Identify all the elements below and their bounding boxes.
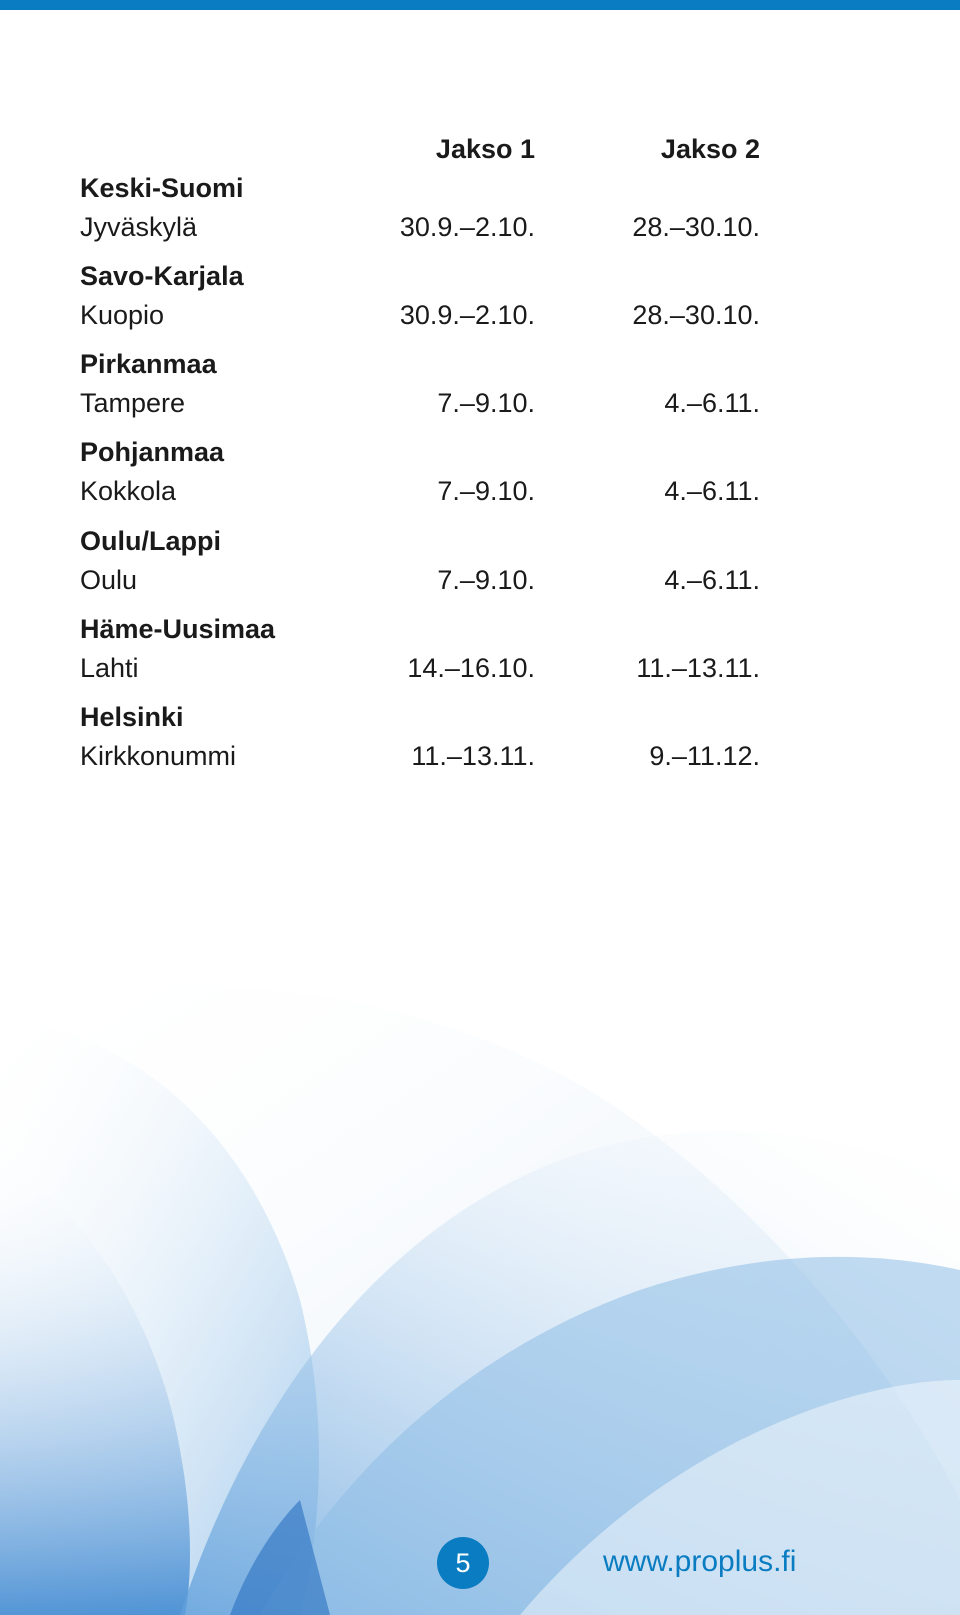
city-name: Tampere: [80, 388, 186, 418]
region-heading: [80, 523, 760, 559]
jakso-2-dates: 4.–6.11.: [664, 388, 760, 418]
region-name: Savo-Karjala: [80, 261, 244, 291]
website-link[interactable]: www.proplus.fi: [603, 1545, 797, 1578]
region-heading: [80, 170, 760, 206]
jakso-1-dates: 30.9.–2.10.: [399, 212, 535, 242]
jakso-2-dates: 4.–6.11.: [664, 565, 760, 595]
column-header-jakso-2: Jakso 2: [660, 134, 760, 164]
jakso-1-dates: 7.–9.10.: [437, 476, 535, 506]
table-row: [80, 297, 760, 333]
jakso-1-dates: 7.–9.10.: [437, 565, 535, 595]
city-name: Kirkkonummi: [80, 741, 237, 771]
region-name: Oulu/Lappi: [80, 526, 221, 556]
region-heading: [80, 611, 760, 647]
jakso-1-dates: 11.–13.11.: [411, 741, 535, 771]
page-number-badge: 5: [437, 1537, 489, 1589]
region-name: Keski-Suomi: [80, 173, 244, 203]
city-name: Jyväskylä: [80, 212, 198, 242]
table-row: [80, 209, 760, 245]
region-heading: [80, 346, 760, 382]
table-row: [80, 473, 760, 509]
jakso-1-dates: 14.–16.10.: [407, 653, 535, 683]
table-row: [80, 562, 760, 598]
table-row: [80, 738, 760, 774]
region-name: Helsinki: [80, 702, 184, 732]
region-name: Häme-Uusimaa: [80, 614, 276, 644]
city-name: Kuopio: [80, 300, 165, 330]
jakso-2-dates: 9.–11.12.: [649, 741, 760, 771]
region-heading: [80, 434, 760, 470]
table-row: [80, 385, 760, 421]
table-row: [80, 650, 760, 686]
city-name: Oulu: [80, 565, 138, 595]
decorative-wave-background: [0, 960, 960, 1615]
city-name: Kokkola: [80, 476, 177, 506]
city-name: Lahti: [80, 653, 139, 683]
jakso-2-dates: 4.–6.11.: [664, 476, 760, 506]
region-heading: [80, 258, 760, 294]
jakso-1-dates: 30.9.–2.10.: [399, 300, 535, 330]
jakso-2-dates: 11.–13.11.: [636, 653, 760, 683]
jakso-2-dates: 28.–30.10.: [632, 300, 760, 330]
jakso-1-dates: 7.–9.10.: [437, 388, 535, 418]
schedule-table: [80, 0, 760, 800]
region-name: Pirkanmaa: [80, 349, 217, 379]
column-header-jakso-1: Jakso 1: [435, 134, 535, 164]
column-header-row: [80, 131, 760, 167]
jakso-2-dates: 28.–30.10.: [632, 212, 760, 242]
region-heading: [80, 699, 760, 735]
region-name: Pohjanmaa: [80, 437, 225, 467]
